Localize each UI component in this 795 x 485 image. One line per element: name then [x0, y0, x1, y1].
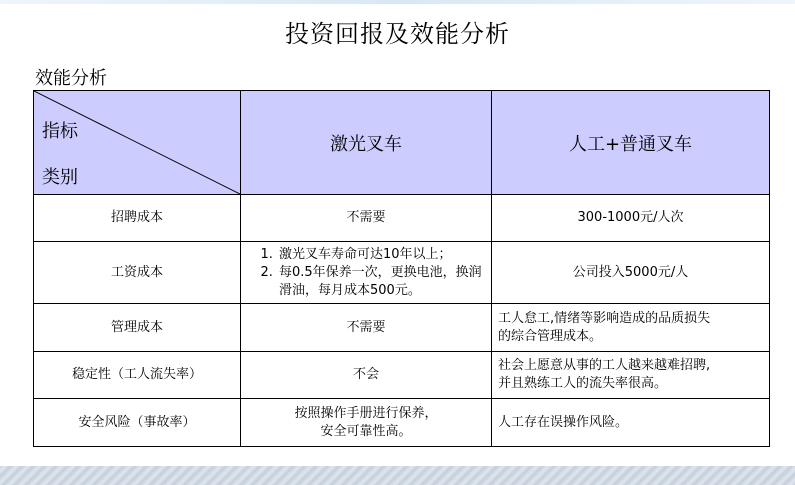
- manual-cell: [492, 304, 770, 352]
- table-row: [34, 352, 770, 399]
- list-item: 1. 激光叉车寿命可达10年以上；: [277, 246, 485, 264]
- column-header-manual-forklift: 人工+普通叉车: [492, 91, 770, 195]
- row-category: 招聘成本: [34, 195, 241, 242]
- table-row: [34, 304, 770, 352]
- laser-cell: 不会: [241, 352, 492, 399]
- manual-cell: 人工存在误操作风险。: [492, 399, 770, 447]
- page-title: 投资回报及效能分析: [285, 20, 510, 48]
- efficiency-table: [33, 90, 770, 447]
- column-header-laser-forklift: 激光叉车: [241, 91, 492, 195]
- corner-category-label: 类别: [42, 167, 78, 188]
- laser-cell: [241, 242, 492, 304]
- section-title: 效能分析: [35, 68, 107, 89]
- cell-line: 按照操作手册进行保养，: [294, 405, 438, 421]
- manual-cell: 300-1000元/人次: [492, 195, 770, 242]
- cell-line: 安全可靠性高。: [320, 423, 412, 439]
- table-row: [34, 399, 770, 447]
- row-category: 安全风险（事故率）: [34, 399, 241, 447]
- bottom-decor-band: [0, 466, 795, 485]
- laser-cell: 不需要: [241, 195, 492, 242]
- table-header-row: [34, 91, 770, 195]
- cell-line: 工人怠工,情绪等影响造成的品质损失: [498, 310, 711, 326]
- row-category: 工资成本: [34, 242, 241, 304]
- laser-cell: [241, 399, 492, 447]
- table-row: [34, 195, 770, 242]
- laser-cell: 不需要: [241, 304, 492, 352]
- row-category: 稳定性（工人流失率）: [34, 352, 241, 399]
- list-item: 2. 每0.5年保养一次，更换电池，换润滑油，每月成本500元。: [277, 264, 485, 300]
- manual-cell: [492, 352, 770, 399]
- corner-header-cell: [34, 91, 241, 195]
- top-decor-strip: [0, 0, 795, 4]
- cell-line: 的综合管理成本。: [498, 328, 603, 344]
- cell-line: 社会上愿意从事的工人越来越难招聘,: [498, 358, 711, 373]
- row-category: 管理成本: [34, 304, 241, 352]
- cell-line: 并且熟练工人的流失率很高。: [498, 376, 668, 391]
- table-row: [34, 242, 770, 304]
- manual-cell: 公司投入5000元/人: [492, 242, 770, 304]
- laser-cell-list: [247, 246, 485, 300]
- corner-metric-label: 指标: [42, 121, 78, 142]
